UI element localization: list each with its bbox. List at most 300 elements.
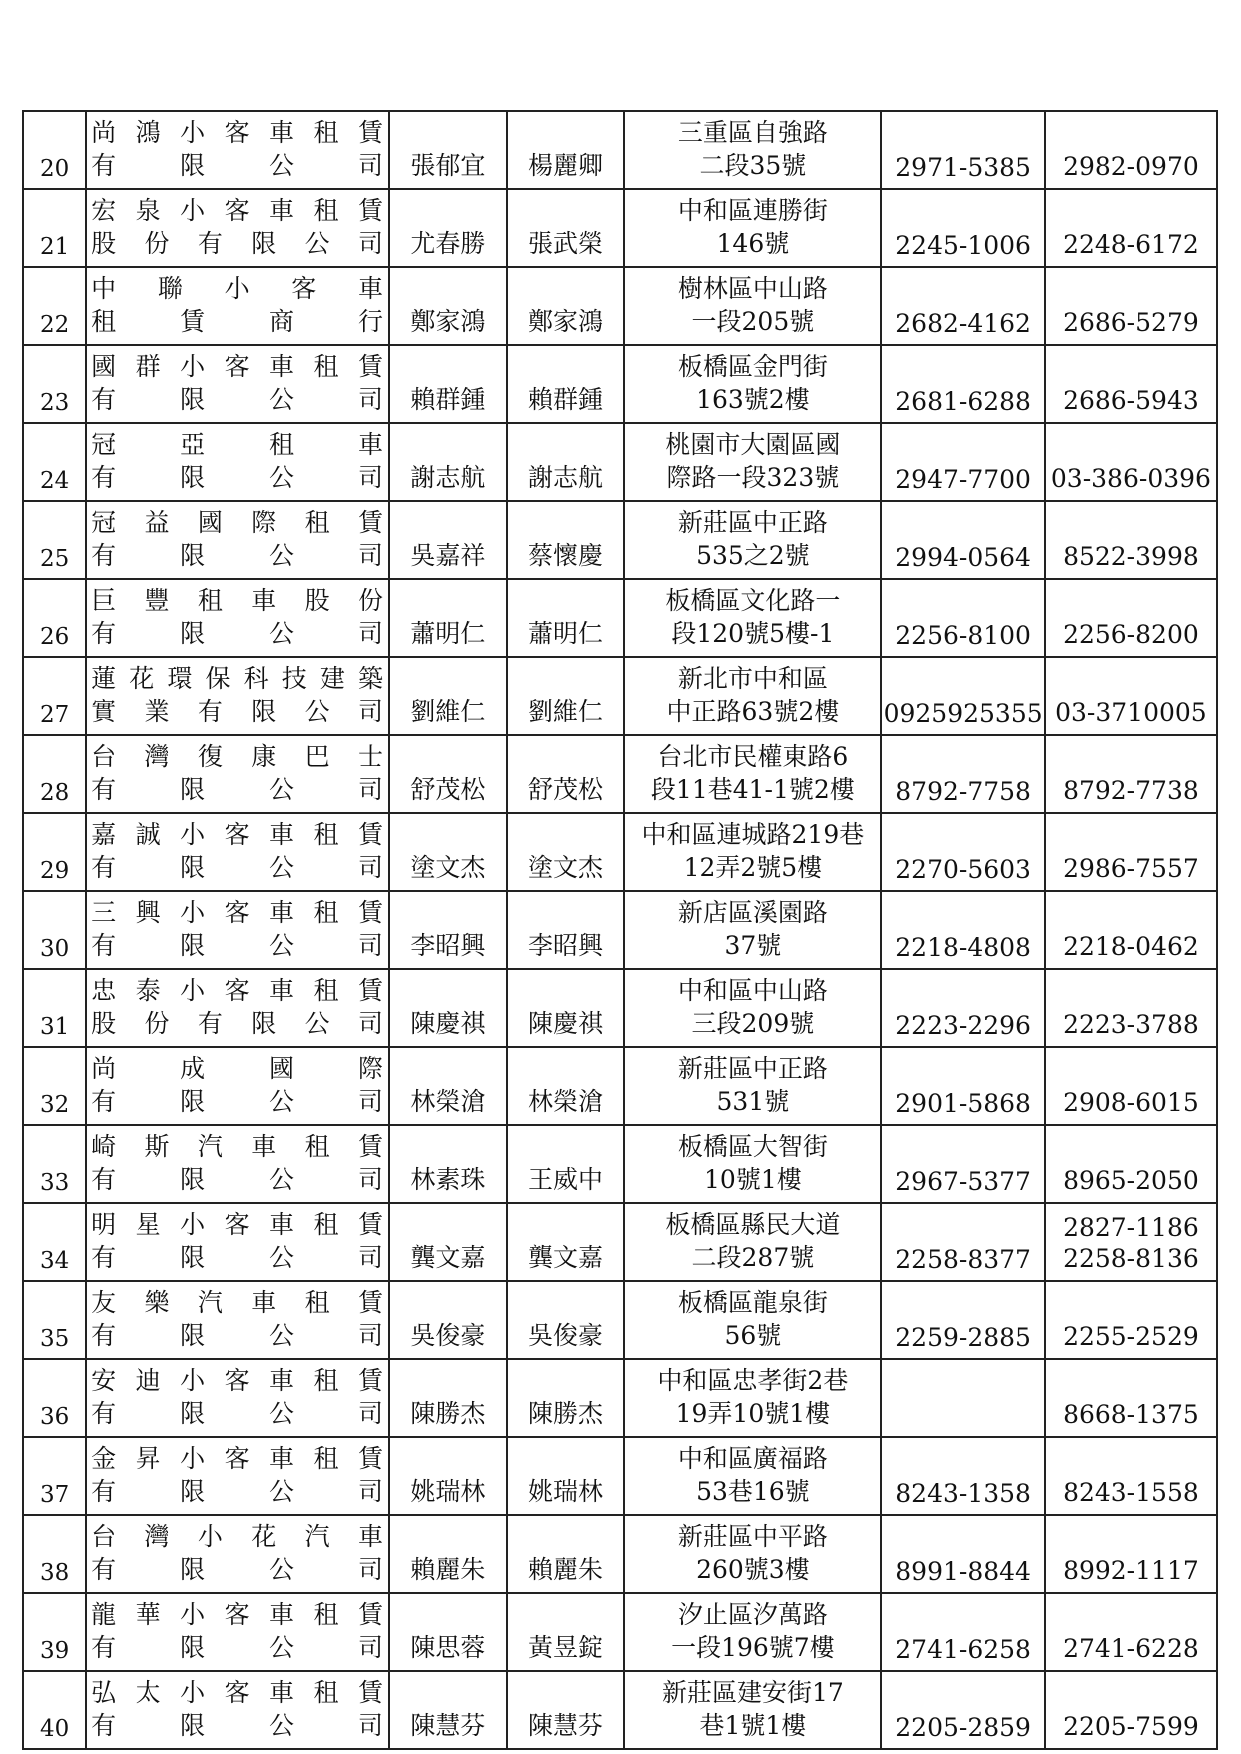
company-name-char: 成 <box>180 1054 207 1083</box>
row-number: 31 <box>23 969 86 1047</box>
address-cell <box>624 969 881 1047</box>
address-line: 新莊區中平路 <box>677 1522 828 1551</box>
company-name-char: 建 <box>319 664 346 693</box>
company-name-char: 限 <box>180 1321 207 1350</box>
address-cell <box>624 423 881 501</box>
row-number: 37 <box>23 1437 86 1515</box>
company-name-char: 汽 <box>304 1522 331 1551</box>
address-cell <box>624 813 881 891</box>
company-name-char: 司 <box>357 1633 384 1662</box>
company-name-char: 公 <box>304 229 331 258</box>
phone-primary: 2741-6258 <box>881 1593 1044 1671</box>
address-line: 535之2號 <box>696 541 810 570</box>
address-line: 板橋區龍泉街 <box>677 1288 828 1317</box>
contact-name: 蕭明仁 <box>507 579 625 657</box>
company-name-char: 賃 <box>180 307 207 336</box>
company-name-char: 小 <box>180 196 207 225</box>
address-line: 一段196號7樓 <box>671 1633 835 1662</box>
company-name-char: 租 <box>304 1288 331 1317</box>
address-line: 板橋區大智街 <box>677 1132 828 1161</box>
owner-name: 陳勝杰 <box>389 1359 507 1437</box>
company-name-char: 車 <box>357 430 384 459</box>
phone-secondary-cell <box>1045 1359 1217 1437</box>
table-row <box>23 1047 1217 1125</box>
company-name-char: 復 <box>197 742 224 771</box>
address-cell <box>624 657 881 735</box>
contact-name: 陳勝杰 <box>507 1359 625 1437</box>
row-number: 24 <box>23 423 86 501</box>
phone-primary: 2270-5603 <box>881 813 1044 891</box>
company-name-line <box>91 1085 384 1118</box>
contact-name: 陳慧芬 <box>507 1671 625 1749</box>
company-name-char: 車 <box>269 1444 296 1473</box>
address-line: 260號3樓 <box>696 1555 810 1584</box>
phone-secondary: 2205-7599 <box>1063 1712 1199 1741</box>
company-name-char: 有 <box>91 853 118 882</box>
address-line: 二段35號 <box>699 151 807 180</box>
company-name-char: 金 <box>91 1444 118 1473</box>
owner-name: 林榮滄 <box>389 1047 507 1125</box>
company-name-line <box>91 1442 384 1475</box>
company-name-line <box>91 383 384 416</box>
phone-primary: 2259-2885 <box>881 1281 1044 1359</box>
address-line: 12弄2號5樓 <box>683 853 823 882</box>
table-row <box>23 735 1217 813</box>
phone-primary: 2971-5385 <box>881 111 1044 189</box>
company-name-char: 環 <box>167 664 194 693</box>
phone-secondary: 2827-1186 <box>1063 1213 1199 1242</box>
company-name-char: 司 <box>357 1165 384 1194</box>
row-number: 39 <box>23 1593 86 1671</box>
address-line: 台北市民權東路6 <box>657 742 849 771</box>
company-name-char: 公 <box>269 541 296 570</box>
company-name-char: 蓮 <box>91 664 118 693</box>
company-name-char: 龍 <box>91 1600 118 1629</box>
company-name-char: 限 <box>251 1009 278 1038</box>
contact-name: 舒茂松 <box>507 735 625 813</box>
phone-secondary-cell <box>1045 813 1217 891</box>
phone-secondary-cell <box>1045 423 1217 501</box>
company-name-char: 益 <box>144 508 171 537</box>
company-name-char: 車 <box>269 1210 296 1239</box>
phone-secondary: 03-3710005 <box>1055 698 1207 727</box>
company-name-char: 公 <box>304 697 331 726</box>
company-name-cell <box>86 1437 389 1515</box>
company-name-char: 有 <box>197 229 224 258</box>
company-name-char: 客 <box>224 820 251 849</box>
company-name-line <box>91 461 384 494</box>
contact-name: 黃昱錠 <box>507 1593 625 1671</box>
row-number: 25 <box>23 501 86 579</box>
company-name-char: 鴻 <box>135 118 162 147</box>
address-cell <box>624 735 881 813</box>
company-name-line <box>91 1007 384 1040</box>
company-name-char: 限 <box>180 541 207 570</box>
company-name-line <box>91 116 384 149</box>
row-number: 21 <box>23 189 86 267</box>
company-name-char: 安 <box>91 1366 118 1395</box>
company-name-char: 份 <box>144 229 171 258</box>
phone-primary: 0925925355 <box>881 657 1044 735</box>
contact-name: 張武榮 <box>507 189 625 267</box>
company-name-char: 限 <box>180 385 207 414</box>
company-name-char: 公 <box>269 1477 296 1506</box>
company-name-char: 泰 <box>135 976 162 1005</box>
contact-name: 賴麗朱 <box>507 1515 625 1593</box>
contact-name: 吳俊豪 <box>507 1281 625 1359</box>
row-number: 20 <box>23 111 86 189</box>
company-name-char: 三 <box>91 898 118 927</box>
company-name-char: 租 <box>304 508 331 537</box>
company-name-char: 租 <box>313 1600 340 1629</box>
company-name-line <box>91 1709 384 1742</box>
company-name-char: 賃 <box>357 352 384 381</box>
company-name-char: 客 <box>291 274 318 303</box>
company-name-char: 巨 <box>91 586 118 615</box>
company-name-char: 國 <box>91 352 118 381</box>
company-name-char: 車 <box>269 976 296 1005</box>
phone-primary: 2205-2859 <box>881 1671 1044 1749</box>
address-cell <box>624 1203 881 1281</box>
address-line: 中和區連城路219巷 <box>641 820 865 849</box>
table-row <box>23 345 1217 423</box>
address-cell <box>624 267 881 345</box>
owner-name: 吳嘉祥 <box>389 501 507 579</box>
company-name-cell <box>86 735 389 813</box>
company-name-char: 份 <box>357 586 384 615</box>
company-name-char: 公 <box>269 1243 296 1272</box>
address-line: 段120號5樓-1 <box>671 619 835 648</box>
company-name-char: 灣 <box>144 1522 171 1551</box>
company-name-char: 客 <box>224 352 251 381</box>
phone-secondary: 8668-1375 <box>1063 1400 1199 1429</box>
address-line: 一段205號 <box>691 307 815 336</box>
phone-primary: 2681-6288 <box>881 345 1044 423</box>
address-line: 中和區廣福路 <box>677 1444 828 1473</box>
phone-secondary-cell <box>1045 1515 1217 1593</box>
address-line: 中正路63號2樓 <box>666 697 840 726</box>
company-name-char: 公 <box>269 1555 296 1584</box>
company-name-char: 司 <box>357 1555 384 1584</box>
table-row <box>23 1203 1217 1281</box>
company-name-char: 冠 <box>91 430 118 459</box>
table-row <box>23 891 1217 969</box>
table-row <box>23 579 1217 657</box>
phone-secondary-cell <box>1045 345 1217 423</box>
address-cell <box>624 1359 881 1437</box>
company-name-char: 有 <box>91 1711 118 1740</box>
contact-name: 陳慶祺 <box>507 969 625 1047</box>
phone-primary: 2682-4162 <box>881 267 1044 345</box>
phone-secondary-cell <box>1045 969 1217 1047</box>
contact-name: 林榮滄 <box>507 1047 625 1125</box>
company-name-char: 有 <box>91 1321 118 1350</box>
owner-name: 鄭家鴻 <box>389 267 507 345</box>
address-cell <box>624 189 881 267</box>
address-line: 中和區忠孝街2巷 <box>657 1366 849 1395</box>
owner-name: 姚瑞林 <box>389 1437 507 1515</box>
row-number: 27 <box>23 657 86 735</box>
phone-secondary-cell <box>1045 735 1217 813</box>
company-name-char: 小 <box>180 1210 207 1239</box>
company-name-char: 國 <box>197 508 224 537</box>
company-name-char: 小 <box>197 1522 224 1551</box>
company-name-char: 公 <box>269 151 296 180</box>
company-name-cell <box>86 1125 389 1203</box>
company-name-line <box>91 1163 384 1196</box>
company-name-char: 限 <box>180 463 207 492</box>
company-name-cell <box>86 267 389 345</box>
company-name-char: 尚 <box>91 1054 118 1083</box>
contact-name: 姚瑞林 <box>507 1437 625 1515</box>
company-name-char: 租 <box>313 118 340 147</box>
phone-secondary-cell <box>1045 1437 1217 1515</box>
company-name-line <box>91 929 384 962</box>
owner-name: 陳思蓉 <box>389 1593 507 1671</box>
company-name-line <box>91 194 384 227</box>
company-name-line <box>91 896 384 929</box>
company-name-char: 實 <box>91 697 118 726</box>
company-name-char: 車 <box>269 1600 296 1629</box>
row-number: 22 <box>23 267 86 345</box>
company-name-char: 公 <box>269 1165 296 1194</box>
company-name-char: 份 <box>144 1009 171 1038</box>
owner-name: 謝志航 <box>389 423 507 501</box>
company-name-char: 有 <box>197 1009 224 1038</box>
owner-name: 陳慧芬 <box>389 1671 507 1749</box>
company-name-char: 汽 <box>197 1132 224 1161</box>
company-name-line <box>91 1052 384 1085</box>
company-name-line <box>91 305 384 338</box>
company-name-char: 小 <box>180 1444 207 1473</box>
row-number: 35 <box>23 1281 86 1359</box>
table-row <box>23 189 1217 267</box>
phone-secondary: 8522-3998 <box>1063 542 1199 571</box>
company-name-char: 公 <box>269 775 296 804</box>
company-name-char: 忠 <box>91 976 118 1005</box>
row-number: 38 <box>23 1515 86 1593</box>
company-name-line <box>91 1319 384 1352</box>
table-row <box>23 1593 1217 1671</box>
owner-name: 龔文嘉 <box>389 1203 507 1281</box>
company-name-cell <box>86 1047 389 1125</box>
company-name-char: 客 <box>224 1210 251 1239</box>
company-name-char: 賃 <box>357 196 384 225</box>
phone-primary: 8792-7758 <box>881 735 1044 813</box>
company-name-char: 限 <box>251 697 278 726</box>
company-name-char: 公 <box>269 619 296 648</box>
contact-name: 蔡懷慶 <box>507 501 625 579</box>
phone-secondary: 2686-5279 <box>1063 308 1199 337</box>
table-row <box>23 1671 1217 1749</box>
company-name-char: 有 <box>91 385 118 414</box>
company-name-line <box>91 1364 384 1397</box>
company-name-char: 司 <box>357 463 384 492</box>
address-line: 三重區自強路 <box>677 118 828 147</box>
company-name-cell <box>86 1359 389 1437</box>
address-line: 163號2樓 <box>696 385 810 414</box>
company-name-char: 科 <box>243 664 270 693</box>
company-name-char: 股 <box>91 229 118 258</box>
company-name-char: 車 <box>357 274 384 303</box>
row-number: 33 <box>23 1125 86 1203</box>
company-name-char: 客 <box>224 118 251 147</box>
company-name-char: 小 <box>224 274 251 303</box>
company-name-char: 小 <box>180 1600 207 1629</box>
company-name-char: 築 <box>357 664 384 693</box>
phone-secondary-cell <box>1045 657 1217 735</box>
table-row <box>23 1437 1217 1515</box>
address-line: 巷1號1樓 <box>699 1711 807 1740</box>
company-name-cell <box>86 969 389 1047</box>
rental-company-table <box>22 110 1218 1750</box>
company-name-cell <box>86 891 389 969</box>
company-name-char: 亞 <box>180 430 207 459</box>
company-name-char: 保 <box>205 664 232 693</box>
company-name-cell <box>86 501 389 579</box>
phone-secondary: 2255-2529 <box>1063 1322 1199 1351</box>
phone-primary: 8991-8844 <box>881 1515 1044 1593</box>
company-name-char: 際 <box>357 1054 384 1083</box>
address-line: 樹林區中山路 <box>677 274 828 303</box>
owner-name: 賴麗朱 <box>389 1515 507 1593</box>
address-cell <box>624 1515 881 1593</box>
company-name-char: 客 <box>224 976 251 1005</box>
company-name-char: 司 <box>357 697 384 726</box>
owner-name: 李昭興 <box>389 891 507 969</box>
company-name-char: 有 <box>91 931 118 960</box>
phone-secondary: 2986-7557 <box>1063 854 1199 883</box>
company-name-char: 有 <box>91 1087 118 1116</box>
company-name-char: 賃 <box>357 508 384 537</box>
company-name-char: 司 <box>357 1711 384 1740</box>
company-name-line <box>91 1130 384 1163</box>
phone-secondary-cell <box>1045 1203 1217 1281</box>
company-name-char: 司 <box>357 1243 384 1272</box>
address-line: 板橋區金門街 <box>677 352 828 381</box>
company-name-char: 限 <box>180 1243 207 1272</box>
company-name-char: 華 <box>135 1600 162 1629</box>
phone-primary: 2245-1006 <box>881 189 1044 267</box>
company-name-char: 公 <box>269 853 296 882</box>
company-name-line <box>91 1598 384 1631</box>
company-name-char: 限 <box>180 619 207 648</box>
table-row <box>23 657 1217 735</box>
company-name-char: 有 <box>91 1477 118 1506</box>
address-cell <box>624 345 881 423</box>
company-name-char: 台 <box>91 742 118 771</box>
phone-primary <box>881 1359 1044 1437</box>
phone-secondary: 8243-1558 <box>1063 1478 1199 1507</box>
owner-name: 尤春勝 <box>389 189 507 267</box>
company-name-char: 租 <box>313 898 340 927</box>
company-name-char: 花 <box>129 664 156 693</box>
phone-primary: 2901-5868 <box>881 1047 1044 1125</box>
company-name-cell <box>86 1281 389 1359</box>
company-name-char: 司 <box>357 775 384 804</box>
company-name-char: 嘉 <box>91 820 118 849</box>
row-number: 30 <box>23 891 86 969</box>
company-name-char: 豐 <box>144 586 171 615</box>
company-name-char: 小 <box>180 976 207 1005</box>
phone-secondary: 03-386-0396 <box>1050 464 1211 493</box>
company-name-char: 公 <box>269 1087 296 1116</box>
row-number: 26 <box>23 579 86 657</box>
company-name-char: 小 <box>180 898 207 927</box>
company-name-char: 客 <box>224 898 251 927</box>
company-name-line <box>91 506 384 539</box>
company-name-char: 限 <box>180 1633 207 1662</box>
contact-name: 王威中 <box>507 1125 625 1203</box>
phone-secondary-cell <box>1045 1047 1217 1125</box>
address-line: 37號 <box>724 931 782 960</box>
company-name-char: 賃 <box>357 1132 384 1161</box>
company-name-char: 群 <box>135 352 162 381</box>
company-name-char: 限 <box>180 1477 207 1506</box>
owner-name: 塗文杰 <box>389 813 507 891</box>
address-cell <box>624 501 881 579</box>
owner-name: 舒茂松 <box>389 735 507 813</box>
company-name-char: 賃 <box>357 820 384 849</box>
phone-secondary: 2256-8200 <box>1063 620 1199 649</box>
phone-secondary-cell <box>1045 579 1217 657</box>
company-name-char: 有 <box>91 1633 118 1662</box>
company-name-cell <box>86 657 389 735</box>
company-name-line <box>91 1553 384 1586</box>
address-line: 板橋區文化路一 <box>665 586 841 615</box>
company-name-char: 有 <box>91 1555 118 1584</box>
table-row <box>23 1281 1217 1359</box>
company-name-char: 司 <box>357 385 384 414</box>
company-name-char: 租 <box>313 1444 340 1473</box>
company-name-char: 司 <box>357 541 384 570</box>
address-line: 531號 <box>716 1087 790 1116</box>
phone-secondary: 2218-0462 <box>1063 932 1199 961</box>
company-name-line <box>91 818 384 851</box>
address-line: 新店區溪園路 <box>677 898 828 927</box>
company-name-char: 聯 <box>157 274 184 303</box>
company-name-char: 斯 <box>144 1132 171 1161</box>
company-name-char: 租 <box>313 352 340 381</box>
company-name-cell <box>86 111 389 189</box>
phone-secondary-cell <box>1045 891 1217 969</box>
company-name-char: 行 <box>357 307 384 336</box>
phone-secondary-cell <box>1045 1281 1217 1359</box>
phone-secondary-cell <box>1045 189 1217 267</box>
phone-secondary: 2258-8136 <box>1063 1244 1199 1273</box>
company-name-char: 租 <box>91 307 118 336</box>
company-name-char: 昇 <box>135 1444 162 1473</box>
company-name-char: 康 <box>251 742 278 771</box>
company-name-char: 誠 <box>135 820 162 849</box>
company-name-char: 公 <box>269 1321 296 1350</box>
address-cell <box>624 1437 881 1515</box>
company-name-line <box>91 695 384 728</box>
company-name-char: 司 <box>357 1087 384 1116</box>
address-cell <box>624 1047 881 1125</box>
company-name-char: 有 <box>91 1243 118 1272</box>
company-name-line <box>91 272 384 305</box>
company-name-char: 迪 <box>135 1366 162 1395</box>
company-name-cell <box>86 579 389 657</box>
company-name-char: 公 <box>269 463 296 492</box>
company-name-char: 司 <box>357 1321 384 1350</box>
company-name-line <box>91 227 384 260</box>
company-name-char: 司 <box>357 931 384 960</box>
phone-secondary-cell <box>1045 501 1217 579</box>
address-line: 三段209號 <box>691 1009 815 1038</box>
company-name-char: 限 <box>180 853 207 882</box>
